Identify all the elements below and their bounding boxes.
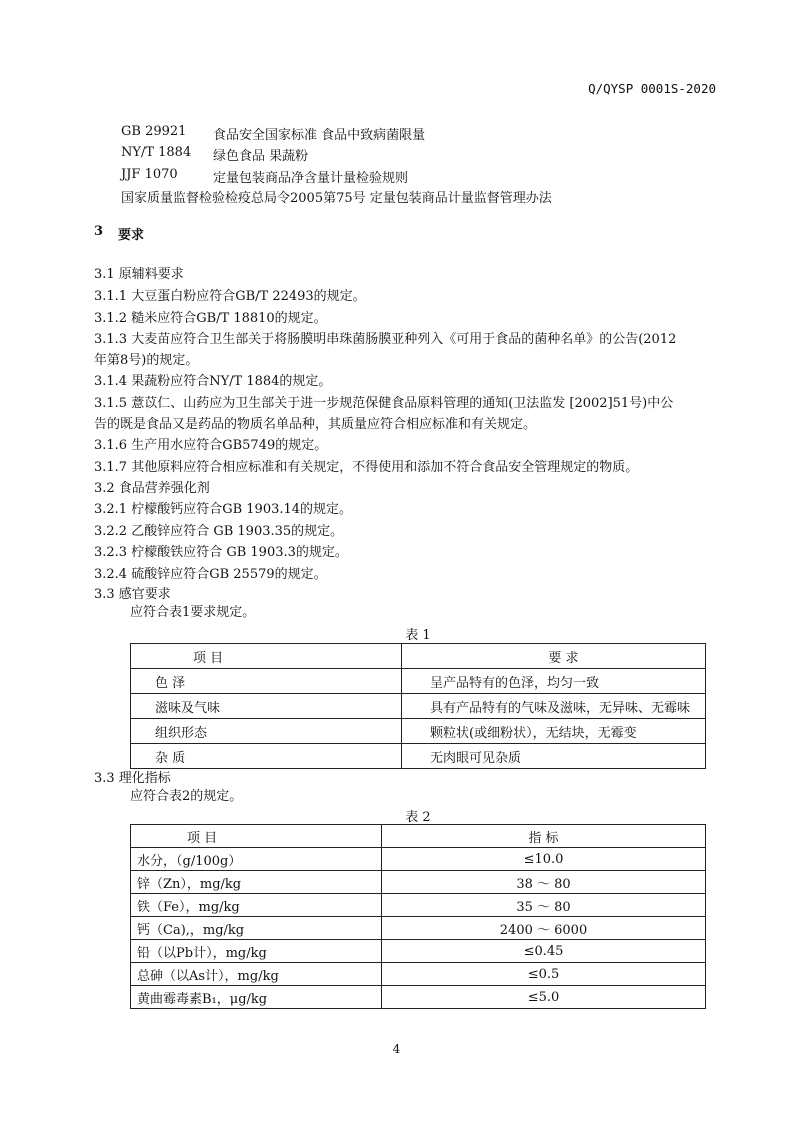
table-header-cell: 指 标 bbox=[382, 825, 706, 848]
table-cell: 总砷（以As计），mg/kg bbox=[131, 963, 382, 986]
table-row bbox=[131, 694, 706, 719]
table-header-cell: 项 目 bbox=[131, 825, 382, 848]
table-cell: 呈产品特有的色泽，均匀一致 bbox=[402, 669, 706, 694]
clause-3-1-3-cont: 年第8号)的规定。 bbox=[94, 353, 199, 368]
table-cell: 组织形态 bbox=[131, 719, 402, 744]
table-row bbox=[131, 719, 706, 744]
clause-3-1-4: 3.1.4 果蔬粉应符合NY/T 1884的规定。 bbox=[94, 374, 332, 389]
table-row bbox=[131, 940, 706, 963]
clause-3-1-5: 3.1.5 薏苡仁、山药应为卫生部关于进一步规范保健食品原料管理的通知(卫法监发 [2002]51号)中公 bbox=[94, 396, 674, 411]
clause-3-1-6: 3.1.6 生产用水应符合GB5749的规定。 bbox=[94, 438, 328, 453]
reference-code: JJF 1070 bbox=[121, 167, 178, 182]
clause-3-2-1: 3.2.1 柠檬酸钙应符合GB 1903.14的规定。 bbox=[94, 502, 353, 517]
table-cell: 杂 质 bbox=[131, 744, 402, 769]
table-cell: 铁（Fe），mg/kg bbox=[131, 894, 382, 917]
table-row bbox=[131, 917, 706, 940]
table-header-row bbox=[131, 825, 706, 848]
clause-3-2-4: 3.2.4 硫酸锌应符合GB 25579的规定。 bbox=[94, 567, 327, 582]
page-number: 4 bbox=[392, 1042, 401, 1056]
table-cell: 颗粒状(或细粉状），无结块，无霉变 bbox=[402, 719, 706, 744]
table2 bbox=[130, 824, 706, 1009]
table-cell: 2400 ～ 6000 bbox=[382, 917, 706, 940]
table-cell: 无肉眼可见杂质 bbox=[402, 744, 706, 769]
table1 bbox=[130, 643, 706, 769]
table2-caption: 表 2 bbox=[405, 810, 431, 825]
table-cell: 35 ～ 80 bbox=[382, 894, 706, 917]
clause-3-1-7: 3.1.7 其他原料应符合相应标准和有关规定，不得使用和添加不符合食品安全管理规定的物质。 bbox=[94, 460, 639, 475]
clause-3-2: 3.2 食品营养强化剂 bbox=[94, 481, 210, 496]
reference-extra: 国家质量监督检验检疫总局令2005第75号 定量包装商品计量监督管理办法 bbox=[121, 191, 552, 206]
reference-title: 绿色食品 果蔬粉 bbox=[213, 149, 309, 164]
table-cell: 钙（Ca),，mg/kg bbox=[131, 917, 382, 940]
table-cell: 滋味及气味 bbox=[131, 694, 402, 719]
clause-3-1: 3.1 原辅料要求 bbox=[94, 267, 184, 282]
reference-title: 定量包装商品净含量计量检验规则 bbox=[213, 171, 409, 186]
clause-3-1-5-cont: 告的既是食品又是药品的物质名单品种，其质量应符合相应标准和有关规定。 bbox=[94, 417, 537, 432]
table-row bbox=[131, 669, 706, 694]
document-id: Q/QYSP 0001S-2020 bbox=[588, 81, 716, 96]
clause-3-2-3: 3.2.3 柠檬酸铁应符合 GB 1903.3的规定。 bbox=[94, 545, 348, 560]
table1-caption: 表 1 bbox=[405, 628, 431, 643]
clause-3-3-physchem: 3.3 理化指标 bbox=[94, 771, 171, 786]
table-row bbox=[131, 986, 706, 1009]
table-cell: ≤5.0 bbox=[382, 986, 706, 1009]
table-row bbox=[131, 894, 706, 917]
reference-code: GB 29921 bbox=[121, 124, 187, 139]
clause-3-1-1: 3.1.1 大豆蛋白粉应符合GB/T 22493的规定。 bbox=[94, 289, 366, 304]
clause-3-2-2: 3.2.2 乙酸锌应符合 GB 1903.35的规定。 bbox=[94, 524, 344, 539]
table-row bbox=[131, 963, 706, 986]
section-number: 3 bbox=[94, 224, 104, 239]
table-row bbox=[131, 871, 706, 894]
clause-3-3: 3.3 感官要求 bbox=[94, 587, 171, 602]
table-cell: 具有产品特有的气味及滋味，无异味、无霉味 bbox=[402, 694, 706, 719]
table-cell: 黄曲霉毒素B₁，μg/kg bbox=[131, 986, 382, 1009]
table-header-cell: 项 目 bbox=[131, 644, 402, 669]
table-cell: ≤0.5 bbox=[382, 963, 706, 986]
table-row bbox=[131, 848, 706, 871]
clause-3-1-3: 3.1.3 大麦苗应符合卫生部关于将肠膜明串珠菌肠膜亚种列入《可用于食品的菌种名单》的公告(2012 bbox=[94, 332, 677, 347]
section-title: 要求 bbox=[118, 228, 145, 243]
clause-3-3-physchem-text: 应符合表2的规定。 bbox=[130, 789, 243, 804]
table-header-row bbox=[131, 644, 706, 669]
table-row bbox=[131, 744, 706, 769]
table-cell: 38 ～ 80 bbox=[382, 871, 706, 894]
table-cell: 水分，（g/100g） bbox=[131, 848, 382, 871]
table-cell: ≤10.0 bbox=[382, 848, 706, 871]
table-cell: 锌（Zn），mg/kg bbox=[131, 871, 382, 894]
clause-3-1-2: 3.1.2 糙米应符合GB/T 18810的规定。 bbox=[94, 311, 327, 326]
table-header-cell: 要 求 bbox=[402, 644, 706, 669]
table-cell: 色 泽 bbox=[131, 669, 402, 694]
table-cell: ≤0.45 bbox=[382, 940, 706, 963]
table-cell: 铅（以Pb计），mg/kg bbox=[131, 940, 382, 963]
clause-3-3-text: 应符合表1要求规定。 bbox=[130, 605, 256, 620]
reference-title: 食品安全国家标准 食品中致病菌限量 bbox=[213, 128, 426, 143]
reference-code: NY/T 1884 bbox=[121, 145, 192, 160]
